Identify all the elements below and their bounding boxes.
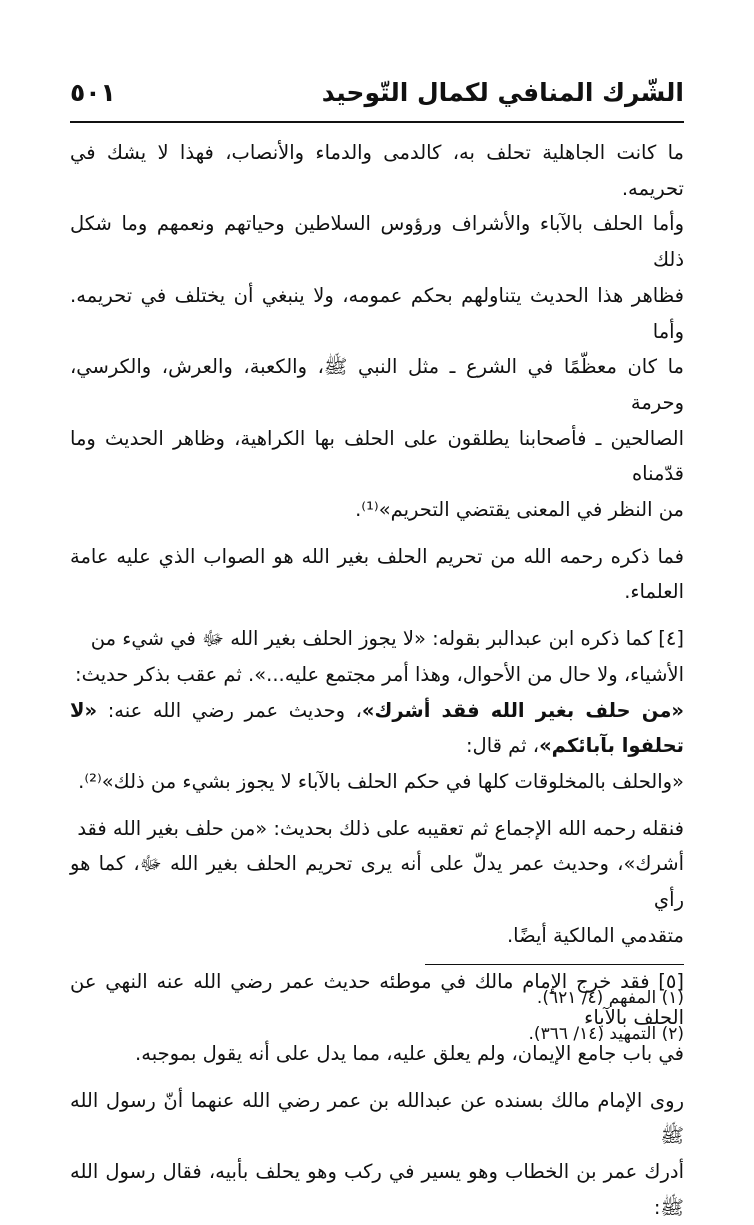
- main-text: [70, 135, 684, 1225]
- page-number: ٥٠١: [70, 78, 116, 107]
- footnote: (٢) التمهيد (١٤/ ٣٦٦).: [528, 1024, 684, 1044]
- hadith-quote: «من حلف بغير الله فقد أشرك»: [361, 698, 684, 722]
- running-title: الشّرك المنافي لكمال التّوحيد: [321, 78, 684, 107]
- footnote: (١) المفهم (٤/ ٦٢١).: [536, 988, 684, 1008]
- text-line: ما كان معظّمًا في الشرع ـ مثل النبي ﷺ، والكعبة، والعرش، والكرسي، وحرمة: [70, 355, 684, 414]
- text-line: [٥] فقد خرج الإمام مالك في موطئه حديث عمر رضي الله عنه النهي عن الحلف بالآباء: [70, 970, 684, 1030]
- header-rule: [70, 121, 684, 123]
- text-line: أدرك عمر بن الخطاب وهو يسير في ركب وهو يحلف بأبيه، فقال رسول الله ﷺ:: [70, 1159, 684, 1219]
- text-line: [70, 693, 684, 764]
- text-line: من النظر في المعنى يقتضي التحريم»⁽¹⁾.: [355, 498, 684, 522]
- text-line: فما ذكره رحمه الله من تحريم الحلف بغير الله هو الصواب الذي عليه عامة العلماء.: [70, 544, 684, 604]
- text-fragment: ، ثم قال:: [465, 734, 540, 758]
- text-line: وأما الحلف بالآباء والأشراف ورؤوس السلاطين وحياتهم ونعمهم وما شكل ذلك: [70, 212, 684, 272]
- text-line: الصالحين ـ فأصحابنا يطلقون على الحلف بها الكراهية، وظاهر الحديث وما قدّمناه: [70, 426, 684, 486]
- text-line: روى الإمام مالك بسنده عن عبدالله بن عمر رضي الله عنهما أنّ رسول الله ﷺ: [70, 1088, 684, 1148]
- text-line: في باب جامع الإيمان، ولم يعلق عليه، مما يدل على أنه يقول بموجبه.: [135, 1041, 684, 1065]
- text-fragment: ، وحديث عمر رضي الله عنه:: [97, 698, 362, 722]
- text-line: أشرك»، وحديث عمر يدلّ على أنه يرى تحريم الحلف بغير الله ﷻ، كما هو رأي: [70, 852, 684, 912]
- text-line: [٤] كما ذكره ابن عبدالبر بقوله: «لا يجوز الحلف بغير الله ﷻ في شيء من: [90, 627, 684, 651]
- page-header: [70, 78, 684, 118]
- hadith-quote: «لا تحلفوا بآبائكم»: [70, 698, 684, 758]
- text-line: فظاهر هذا الحديث يتناولهم بحكم عمومه، ولا ينبغي أن يختلف في تحريمه. وأما: [70, 283, 684, 343]
- text-line: «والحلف بالمخلوقات كلها في حكم الحلف بالآباء لا يجوز بشيء من ذلك»⁽²⁾.: [78, 769, 684, 793]
- text-line: فنقله رحمه الله الإجماع ثم تعقيبه على ذلك بحديث: «من حلف بغير الله فقد: [77, 816, 684, 840]
- text-line: ما كانت الجاهلية تحلف به، كالدمى والدماء والأنصاب، فهذا لا يشك في تحريمه.: [70, 141, 684, 200]
- text-line: الأشياء، ولا حال من الأحوال، وهذا أمر مجتمع عليه...». ثم عقب بذكر حديث:: [75, 662, 684, 686]
- footnotes: [70, 980, 684, 1052]
- footnote-rule: [425, 964, 684, 965]
- text-line: متقدمي المالكية أيضًا.: [506, 923, 684, 947]
